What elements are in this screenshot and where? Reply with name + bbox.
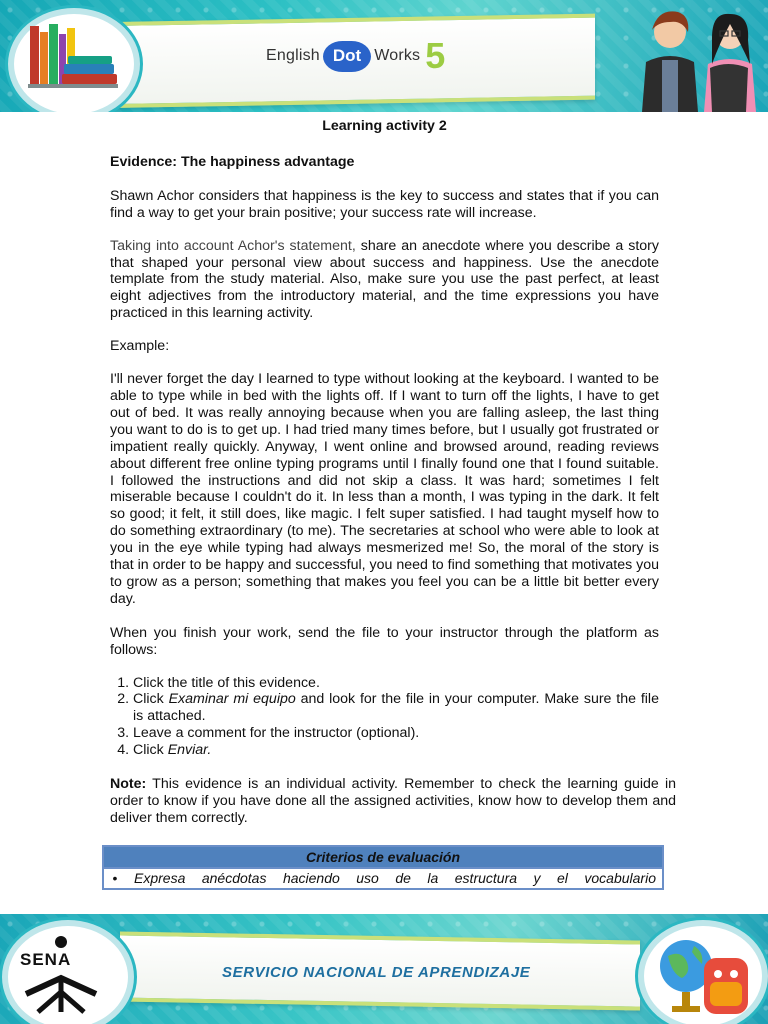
english-dot-works-logo xyxy=(266,35,446,76)
note-paragraph xyxy=(110,776,676,827)
logo-dot: Dot xyxy=(323,41,371,72)
books-icon xyxy=(22,22,122,102)
criteria-header: Criterios de evaluación xyxy=(104,847,662,869)
step-4-emphasis: Enviar. xyxy=(167,742,212,759)
step-3: 3. Leave a comment for the instructor (optional). xyxy=(133,725,659,742)
step-2-emphasis: Examinar mi equipo xyxy=(168,691,296,708)
step-2-pre: Click xyxy=(133,691,169,708)
institution-name: SERVICIO NACIONAL DE APRENDIZAJE xyxy=(222,964,531,981)
step-4 xyxy=(133,742,659,759)
page-title: Learning activity 2 xyxy=(322,118,447,134)
step-2 xyxy=(133,691,659,725)
step-1: 1. Click the title of this evidence. xyxy=(133,675,659,692)
submit-instructions: When you finish your work, send the file to your instructor through the platform as follows: xyxy=(110,624,659,658)
header-banner xyxy=(0,0,768,112)
example-anecdote: I'll never forget the day I learned to type without looking at the keyboard. I wanted to be able to type while in bed with the lights off. If I want to turn off the lights, I have to get out of bed. It was really annoying because when you are falling asleep, the last thing you want to do is to get up. I had tried many times before, but I usually got frustrated or impatient really quickly. Anyway, I went online and browsed around, reading reviews about different free online typing programs until I finally found one that I found suitable. I followed the instructions and did not skip a class. It was hard; sometimes I felt miserable because I couldn't do it. In less than a month, I was typing in the dark. It felt so good; it felt, it still does, like magic. I felt super satisfied. I had taught myself how to do something extraordinary (to me). The secretaries at school who were able to look at you in the eye while typing had always mesmerized me! So, the moral of the story is that in order to be happy and successful, you need to find something that motivates you to grow as a person; something that makes you feel you can be a little bit better every day. xyxy=(110,371,659,607)
sena-label: SENA xyxy=(20,950,72,969)
note-text: This evidence is an individual activity. Remember to check the learning guide in order to know if you have done all the assigned activities, know how to develop them and deliver them correctly. xyxy=(110,776,676,826)
sena-logo-icon xyxy=(16,934,106,1014)
students-illustration xyxy=(628,2,768,112)
instructions-lead: Taking into account Achor's statement, xyxy=(110,237,356,254)
submission-steps xyxy=(110,675,659,760)
instructions-rest: share an anecdote where you describe a story that shaped your personal view about success and happiness. Use the anecdote template from the study material. Also, make sure you use the past perfect, at least eight adjectives from the introductory material, and the time expressions you have practiced in this learning activity. xyxy=(110,237,659,322)
logo-english: English xyxy=(266,47,320,64)
footer-banner xyxy=(0,914,768,1024)
criteria-table xyxy=(102,845,664,890)
step-2-post: and look for the file in your computer. Make sure the file is attached. xyxy=(133,691,659,725)
criteria-item: Expresa anécdotas haciendo uso de la estructura y el vocabulario xyxy=(134,870,656,886)
criteria-row xyxy=(104,869,662,888)
instructions-paragraph xyxy=(110,238,659,323)
example-label: Example: xyxy=(110,338,170,355)
logo-works: Works xyxy=(374,47,421,64)
evidence-heading: Evidence: The happiness advantage xyxy=(110,153,355,170)
bullet-icon: • xyxy=(112,870,118,886)
logo-number: 5 xyxy=(425,35,446,76)
globe-backpack-icon xyxy=(652,928,756,1020)
note-label: Note: xyxy=(110,776,147,793)
step-4-pre: Click xyxy=(133,742,168,759)
document-body xyxy=(110,118,676,843)
intro-paragraph: Shawn Achor considers that happiness is the key to success and states that if you can find a way to get your brain positive; your success rate will increase. xyxy=(110,187,659,221)
